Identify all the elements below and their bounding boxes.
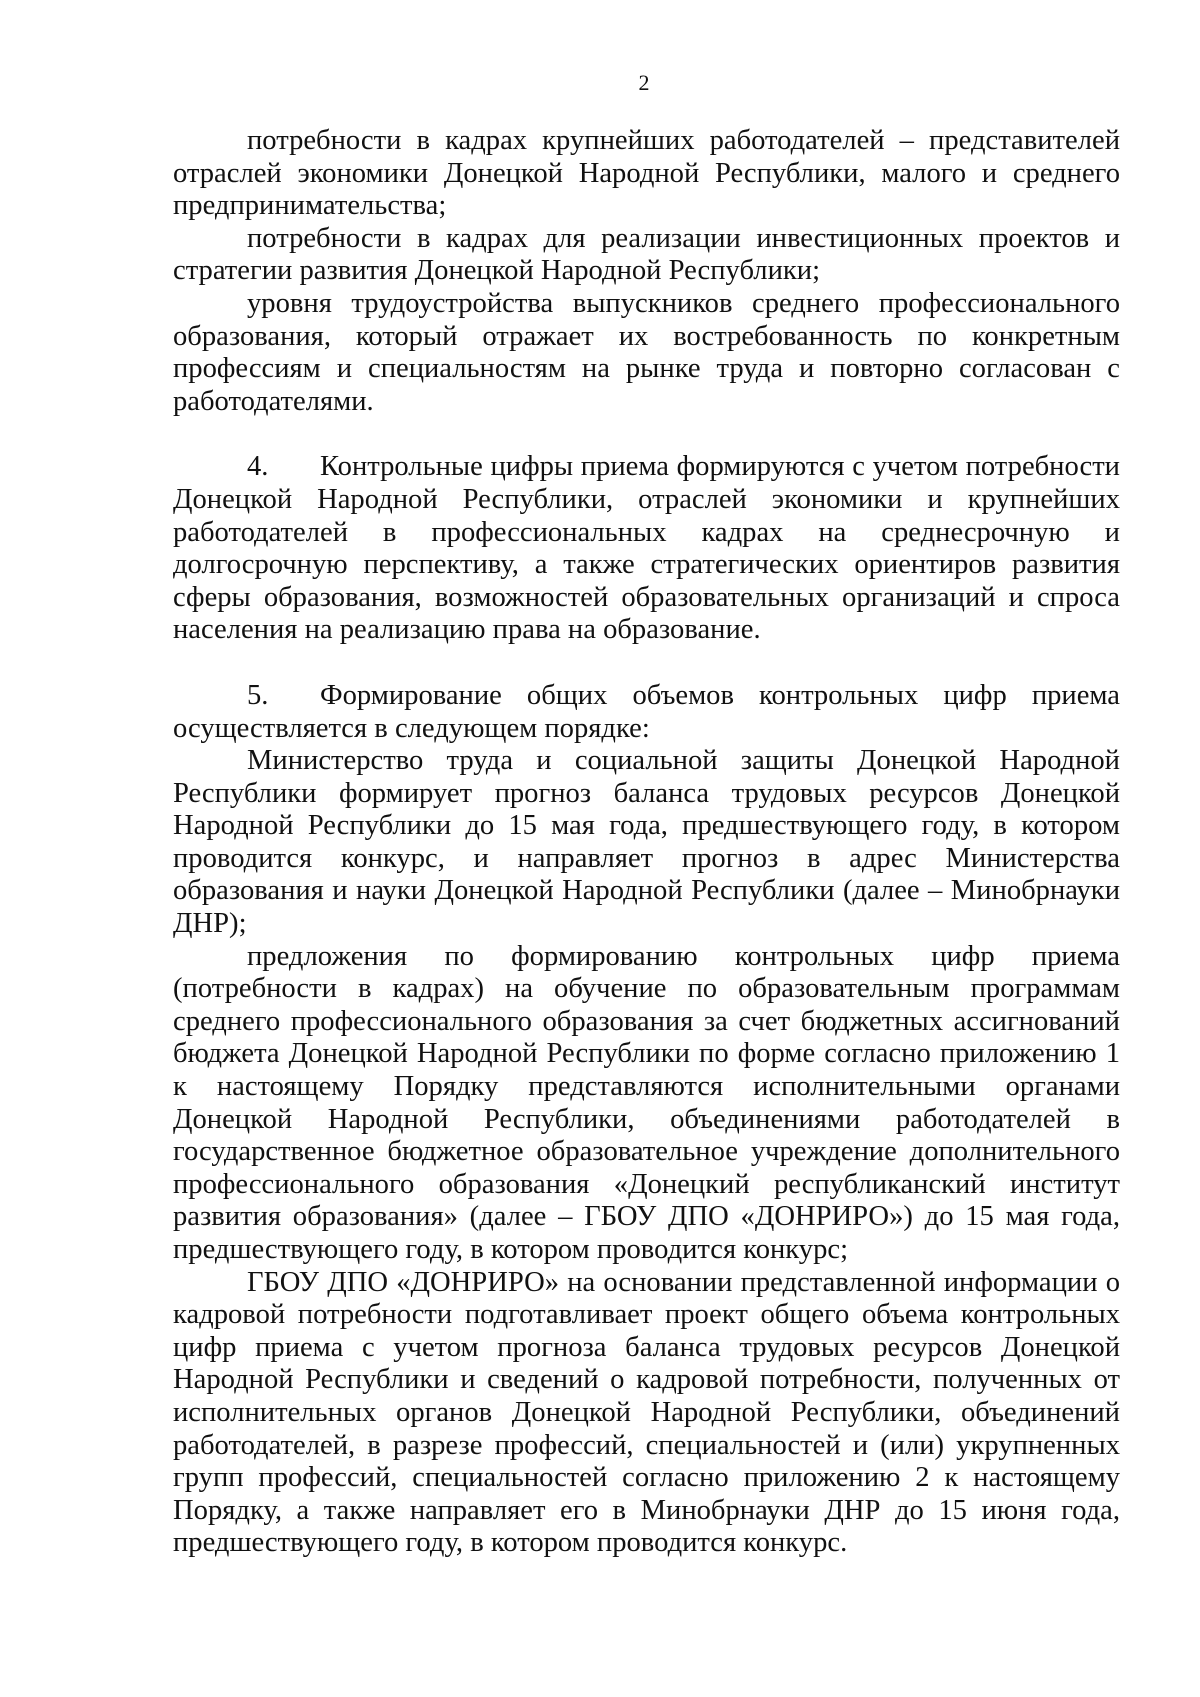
item-number: 5. bbox=[247, 679, 269, 711]
paragraph-proposals: предложения по формированию контрольных цифр приема (потребности в кадрах) на обучение по образовательным программам среднего профессионального образования за счет бюджетных ассигнований бюджета Донецкой Народной Республики по форме согласно приложению 1 к настоящему Порядку представляются исполнительными органами Донецкой Народной Республики, объединениями работодателей в государственное бюджетное образовательное учреждение дополнительного профессионального образования «Донецкий республиканский институт развития образования» (далее – ГБОУ ДПО «ДОНРИРО») до 15 мая года, предшествующего году, в котором проводится конкурс; bbox=[173, 940, 1120, 1265]
paragraph-ministry-labor: Министерство труда и социальной защиты Донецкой Народной Республики формирует прогноз баланса трудовых ресурсов Донецкой Народной Республики до 15 мая года, предшествующего году, в котором проводится конкурс, и направляет прогноз в адрес Министерства образования и науки Донецкой Народной Республики (далее – Минобрнауки ДНР); bbox=[173, 745, 1120, 940]
paragraph-donriro: ГБОУ ДПО «ДОНРИРО» на основании представленной информации о кадровой потребности подготавливает проект общего объема контрольных цифр приема с учетом прогноза баланса трудовых ресурсов Донецкой Народной Республики и сведений о кадровой потребности, полученных от исполнительных органов Донецкой Народной Республики, объединений работодателей, в разрезе профессий, специальностей и (или) укрупненных групп профессий, специальностей согласно приложению 2 к настоящему Порядку, а также направляет его в Минобрнауки ДНР до 15 июня года, предшествующего году, в котором проводится конкурс. bbox=[173, 1266, 1120, 1559]
paragraph-spacer bbox=[173, 647, 1120, 680]
paragraph-needs-investment: потребности в кадрах для реализации инвестиционных проектов и стратегии развития Донецкой Народной Республики; bbox=[173, 222, 1120, 287]
numbered-item-4 bbox=[173, 451, 1120, 647]
item-number: 4. bbox=[247, 451, 269, 483]
document-body bbox=[173, 125, 1120, 1560]
paragraph-employment-level: уровня трудоустройства выпускников среднего профессионального образования, который отражает их востребованность по конкретным профессиям и специальностям на рынке труда и повторно согласован с работодателями. bbox=[173, 287, 1120, 417]
page-number: 2 bbox=[638, 70, 650, 95]
numbered-item-5 bbox=[173, 680, 1120, 745]
item-text: Формирование общих объемов контрольных цифр приема осуществляется в следующем порядке: bbox=[173, 679, 1120, 744]
item-text: Контрольные цифры приема формируются с учетом потребности Донецкой Народной Республики, отраслей экономики и крупнейших работодателей в профессиональных кадрах на среднесрочную и долгосрочную перспективу, а также стратегических ориентиров развития сферы образования, возможностей образовательных организаций и спроса населения на реализацию права на образование. bbox=[173, 451, 1120, 646]
paragraph-spacer bbox=[173, 418, 1120, 451]
paragraph-needs-employers: потребности в кадрах крупнейших работодателей – представителей отраслей экономики Донецкой Народной Республики, малого и среднего предпринимательства; bbox=[173, 125, 1120, 222]
